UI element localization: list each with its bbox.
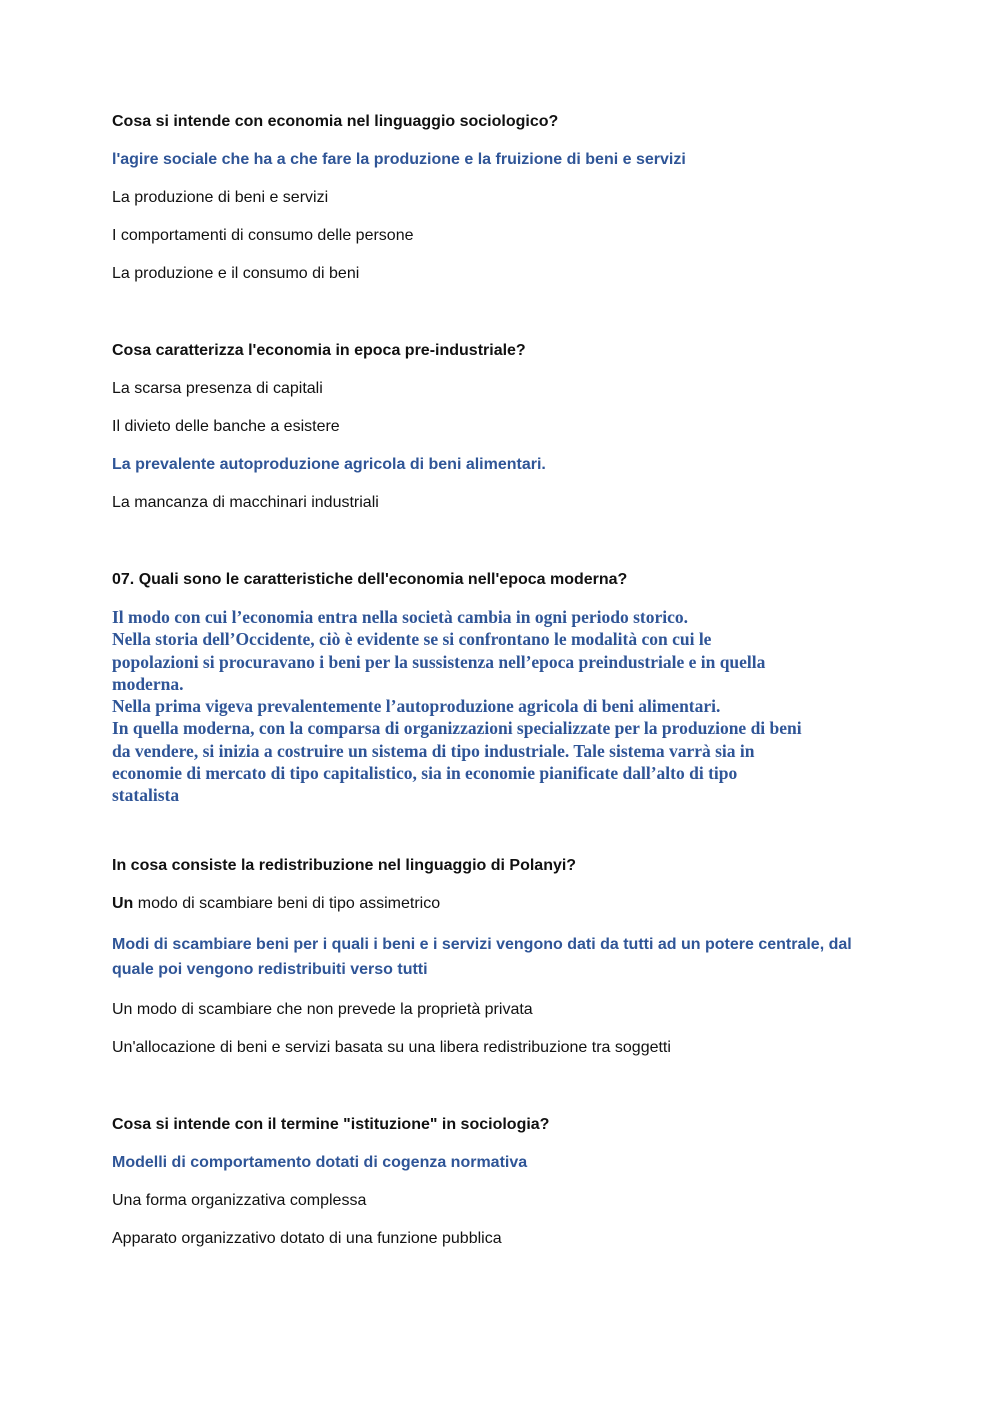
answer-correct: Modi di scambiare beni per i quali i beni e i servizi vengono dati da tutti ad un potere centrale, dal quale poi vengono redistribuiti verso tutti [112, 935, 852, 978]
answer-line: economie di mercato di tipo capitalistico, sia in economie pianificate dall’alto di tipo [112, 763, 738, 784]
question-title: 07. Quali sono le caratteristiche dell'economia nell'epoca moderna? [112, 571, 628, 588]
question-block-1 [112, 112, 892, 284]
answer-option: La scarsa presenza di capitali [112, 380, 323, 397]
answer-line: statalista [112, 785, 180, 806]
question-title: Cosa caratterizza l'economia in epoca pre-industriale? [112, 342, 526, 359]
answer-line: Nella prima vigeva prevalentemente l’autoproduzione agricola di beni alimentari. [112, 696, 721, 717]
question-block-5 [112, 1115, 892, 1249]
spacer [112, 807, 892, 856]
answer-option: I comportamenti di consumo delle persone [112, 227, 414, 244]
open-answer-text [112, 606, 892, 807]
question-block-3 [112, 570, 892, 807]
answer-option: Il divieto delle banche a esistere [112, 418, 340, 435]
answer-option: La mancanza di macchinari industriali [112, 494, 379, 511]
answer-line: Nella storia dell’Occidente, ciò è evidente se si confrontano le modalità con cui le [112, 629, 712, 650]
answer-option: Un modo di scambiare che non prevede la proprietà privata [112, 1000, 533, 1018]
question-title: Cosa si intende con economia nel linguaggio sociologico? [112, 113, 559, 130]
answer-correct: l'agire sociale che ha a che fare la produzione e la fruizione di beni e servizi [112, 151, 686, 168]
question-block-2 [112, 341, 892, 513]
answer-option: La produzione di beni e servizi [112, 189, 329, 206]
answer-line: Il modo con cui l’economia entra nella società cambia in ogni periodo storico. [112, 607, 688, 627]
spacer [112, 1058, 892, 1115]
spacer [112, 284, 892, 341]
answer-option: Un'allocazione di beni e servizi basata su una libera redistribuzione tra soggetti [112, 1038, 671, 1056]
answer-correct: Modelli di comportamento dotati di cogenza normativa [112, 1153, 528, 1171]
answer-line: In quella moderna, con la comparsa di organizzazioni specializzate per la produzione di beni [112, 718, 802, 739]
answer-line: popolazioni si procuravano i beni per la sussistenza nell’epoca preindustriale e in quella [112, 651, 766, 672]
answer-prefix: Un [112, 894, 134, 912]
answer-option [112, 894, 892, 914]
answer-line: moderna. [112, 673, 184, 694]
answer-correct: La prevalente autoproduzione agricola di beni alimentari. [112, 456, 546, 473]
answer-text: modo di scambiare beni di tipo assimetrico [133, 894, 441, 912]
answer-line: da vendere, si inizia a costruire un sistema di tipo industriale. Tale sistema varrà sia in [112, 740, 755, 761]
document-page [112, 112, 892, 1249]
question-block-4 [112, 856, 892, 1058]
question-title: In cosa consiste la redistribuzione nel linguaggio di Polanyi? [112, 856, 577, 874]
answer-option: Apparato organizzativo dotato di una funzione pubblica [112, 1229, 502, 1247]
answer-option: La produzione e il consumo di beni [112, 265, 360, 282]
answer-option: Una forma organizzativa complessa [112, 1191, 367, 1209]
spacer [112, 513, 892, 570]
question-title: Cosa si intende con il termine "istituzione" in sociologia? [112, 1115, 550, 1133]
